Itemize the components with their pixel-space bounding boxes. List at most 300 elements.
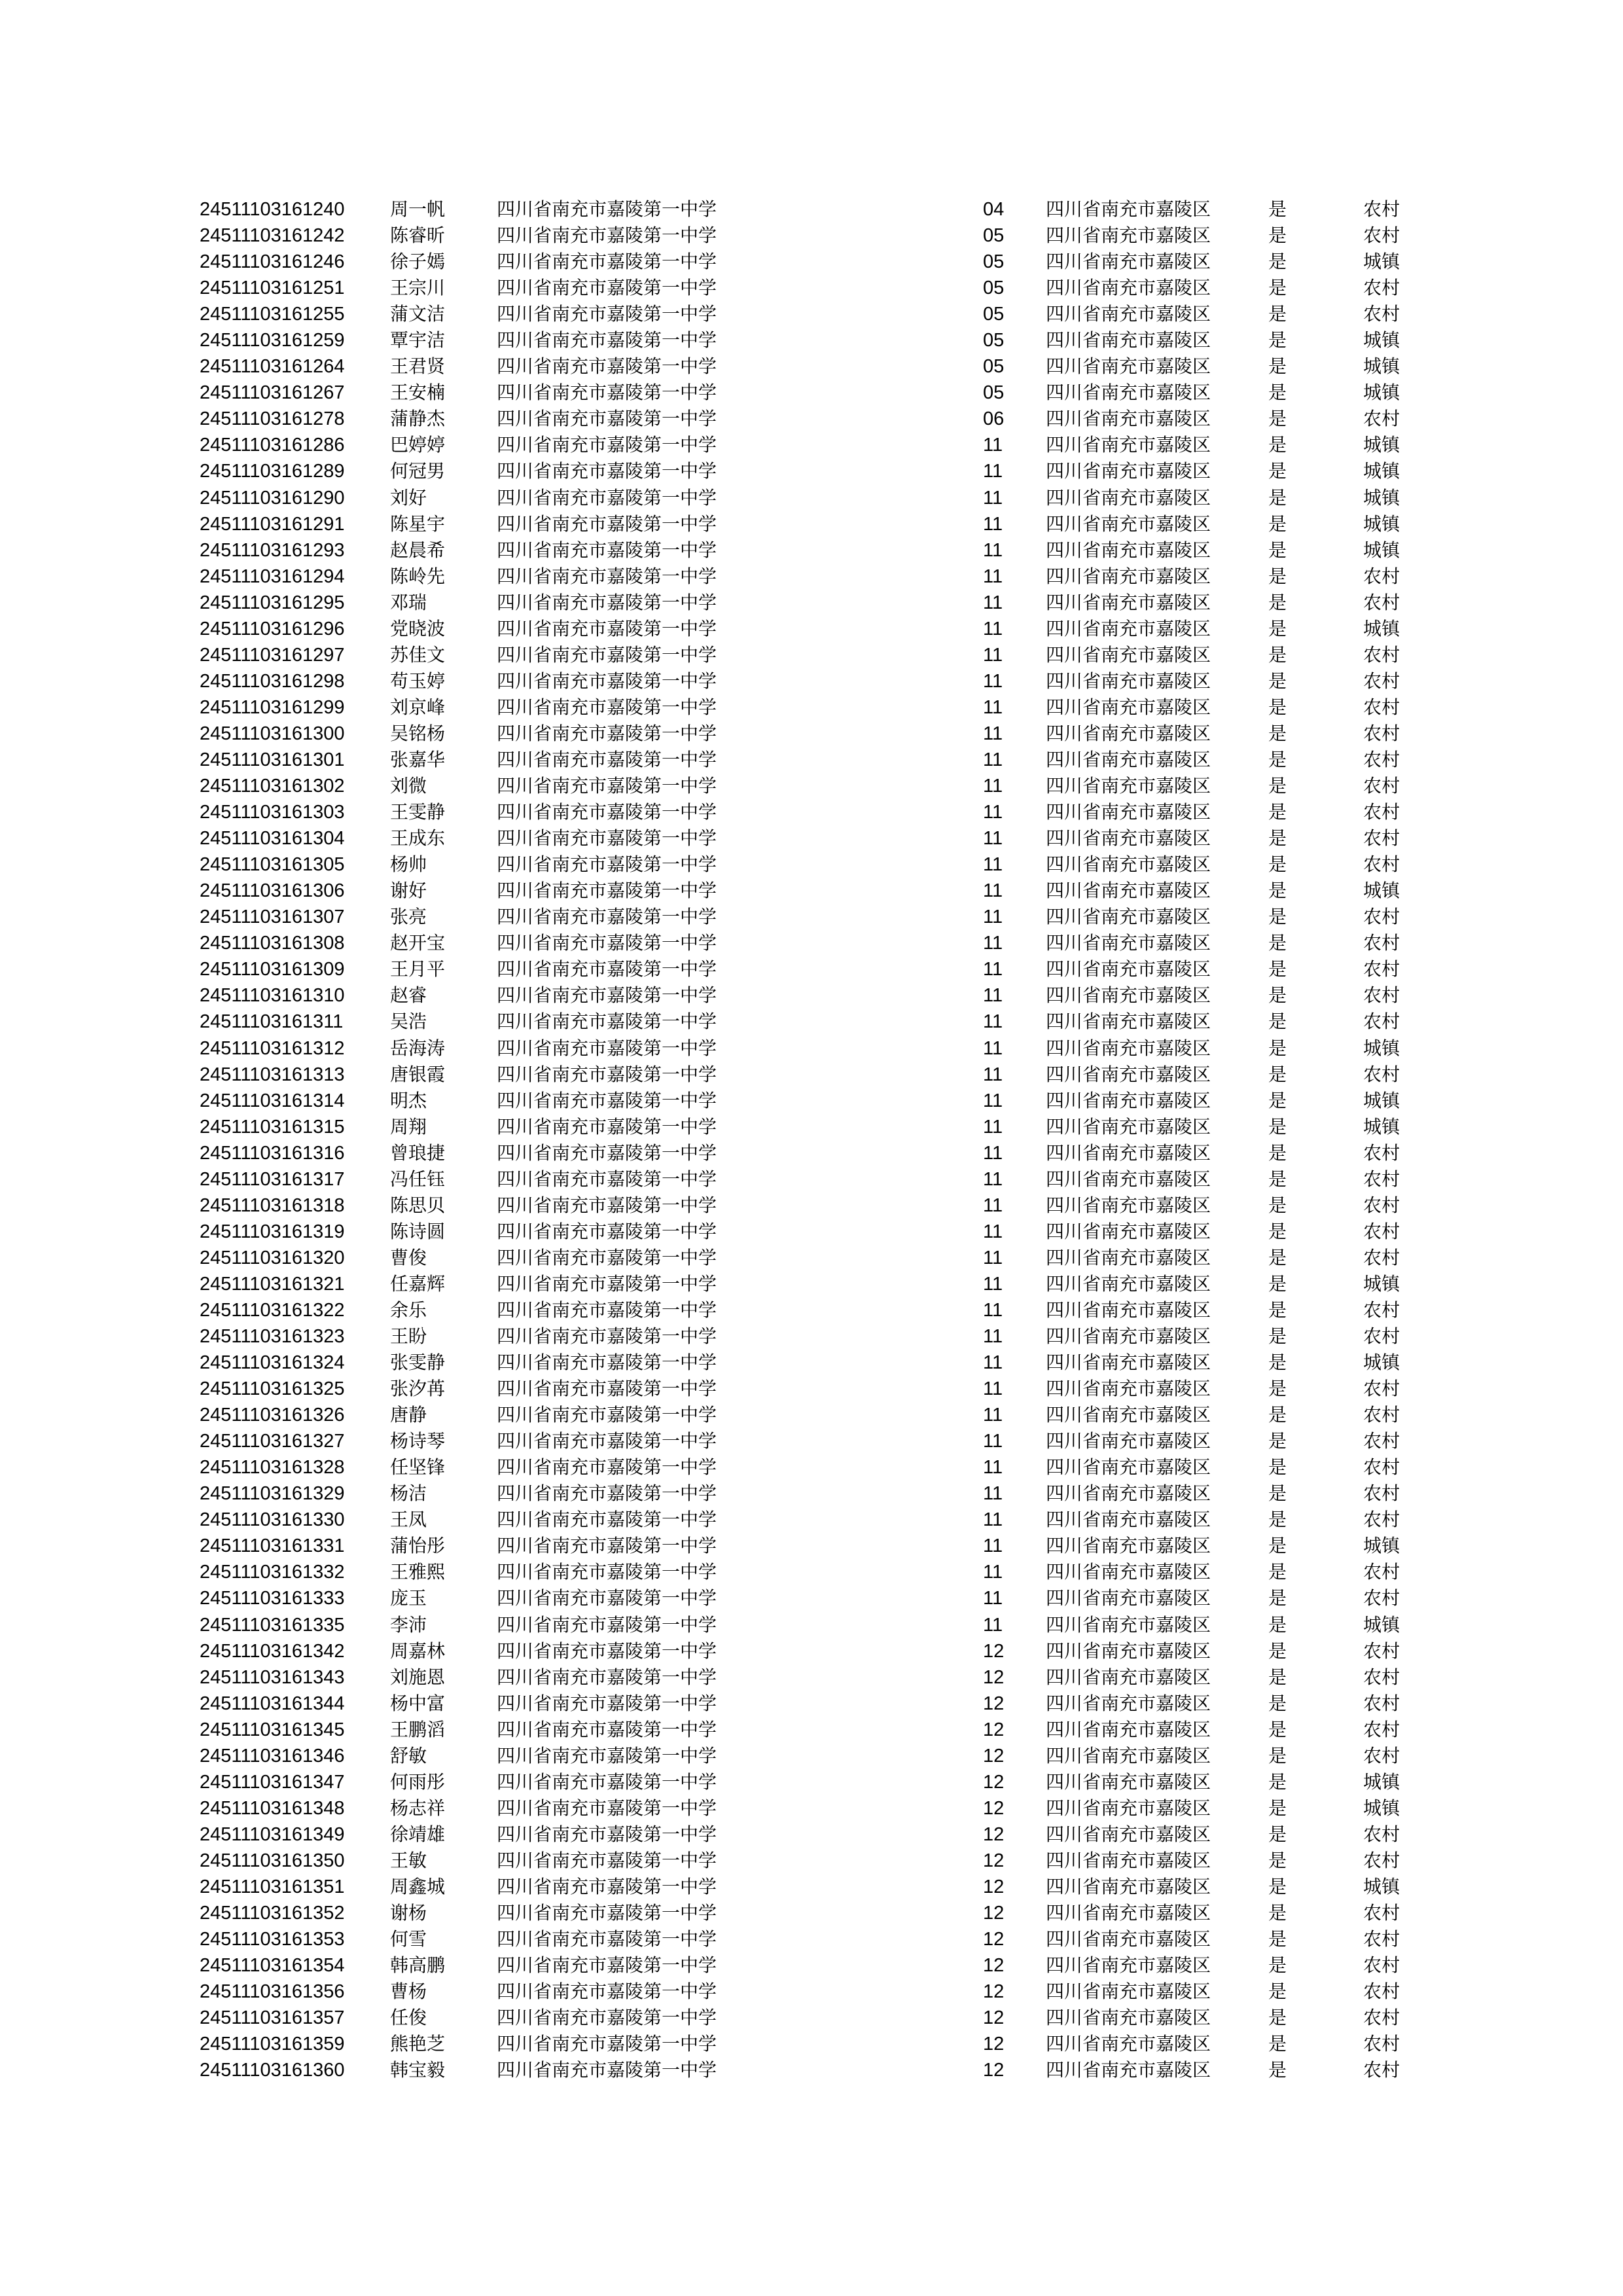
student-name-cell: 唐静 [390,1404,427,1426]
class-cell: 11 [983,1247,1003,1268]
area-type-cell: 农村 [1363,1220,1400,1242]
region-cell: 四川省南充市嘉陵区 [1046,643,1211,666]
region-cell: 四川省南充市嘉陵区 [1046,329,1211,351]
table-row [0,1743,1623,1769]
student-id-cell: 24511103161345 [200,1719,345,1740]
area-type-cell: 城镇 [1363,1115,1400,1138]
region-cell: 四川省南充市嘉陵区 [1046,1587,1211,1609]
flag-cell: 是 [1268,1640,1287,1662]
school-cell: 四川省南充市嘉陵第一中学 [497,722,717,744]
area-type-cell: 农村 [1363,906,1400,928]
class-cell: 11 [983,1431,1003,1452]
school-cell: 四川省南充市嘉陵第一中学 [497,434,717,456]
class-cell: 11 [983,1457,1003,1479]
flag-cell: 是 [1268,2007,1287,2029]
student-id-cell: 24511103161356 [200,1981,345,2003]
region-cell: 四川省南充市嘉陵区 [1046,1299,1211,1321]
student-id-cell: 24511103161264 [200,356,345,378]
table-row [0,1533,1623,1559]
school-cell: 四川省南充市嘉陵第一中学 [497,1141,717,1164]
class-cell: 11 [983,749,1003,770]
table-row [0,406,1623,432]
class-cell: 12 [983,2034,1005,2055]
student-id-cell: 24511103161328 [200,1457,345,1479]
area-type-cell: 农村 [1363,1744,1400,1767]
table-row [0,1795,1623,1821]
class-cell: 11 [983,1378,1003,1400]
flag-cell: 是 [1268,1352,1287,1374]
flag-cell: 是 [1268,1168,1287,1190]
student-id-cell: 24511103161323 [200,1326,345,1348]
table-row [0,904,1623,930]
student-id-cell: 24511103161251 [200,278,345,299]
school-cell: 四川省南充市嘉陵第一中学 [497,853,717,876]
region-cell: 四川省南充市嘉陵区 [1046,1272,1211,1295]
table-row [0,1691,1623,1717]
school-cell: 四川省南充市嘉陵第一中学 [497,801,717,823]
class-cell: 12 [983,1876,1005,1897]
flag-cell: 是 [1268,748,1287,770]
table-row [0,1193,1623,1219]
flag-cell: 是 [1268,1141,1287,1164]
table-row [0,301,1623,327]
student-name-cell: 周一帆 [390,198,446,220]
area-type-cell: 农村 [1363,958,1400,980]
flag-cell: 是 [1268,512,1287,535]
table-row [0,1821,1623,1848]
student-name-cell: 邓瑞 [390,591,427,613]
area-type-cell: 农村 [1363,2059,1400,2081]
student-id-cell: 24511103161267 [200,382,345,404]
school-cell: 四川省南充市嘉陵第一中学 [497,1718,717,1740]
student-id-cell: 24511103161318 [200,1194,345,1216]
student-name-cell: 王雯静 [390,801,446,823]
flag-cell: 是 [1268,565,1287,587]
table-row [0,2057,1623,2083]
flag-cell: 是 [1268,1115,1287,1138]
area-type-cell: 农村 [1363,1482,1400,1505]
school-cell: 四川省南充市嘉陵第一中学 [497,1037,717,1059]
class-cell: 12 [983,1666,1005,1688]
flag-cell: 是 [1268,617,1287,639]
student-id-cell: 24511103161321 [200,1273,345,1295]
class-cell: 12 [983,1745,1005,1767]
student-id-cell: 24511103161344 [200,1693,345,1714]
area-type-cell: 农村 [1363,1456,1400,1479]
flag-cell: 是 [1268,1692,1287,1714]
student-id-cell: 24511103161348 [200,1797,345,1819]
area-type-cell: 农村 [1363,801,1400,823]
class-cell: 05 [983,225,1005,247]
student-name-cell: 张嘉华 [390,748,446,770]
flag-cell: 是 [1268,460,1287,482]
region-cell: 四川省南充市嘉陵区 [1046,617,1211,639]
region-cell: 四川省南充市嘉陵区 [1046,827,1211,850]
table-row [0,1874,1623,1900]
table-row [0,616,1623,642]
region-cell: 四川省南充市嘉陵区 [1046,591,1211,613]
student-name-cell: 巴婷婷 [390,434,446,456]
student-name-cell: 何雨彤 [390,1770,446,1793]
area-type-cell: 农村 [1363,1194,1400,1216]
flag-cell: 是 [1268,722,1287,744]
class-cell: 11 [983,1562,1003,1583]
flag-cell: 是 [1268,1299,1287,1321]
student-id-cell: 24511103161316 [200,1142,345,1164]
student-name-cell: 张亮 [390,906,427,928]
table-row [0,1088,1623,1114]
region-cell: 四川省南充市嘉陵区 [1046,1770,1211,1793]
table-row [0,590,1623,616]
student-id-cell: 24511103161311 [200,1011,344,1033]
student-id-cell: 24511103161291 [200,513,345,535]
student-id-cell: 24511103161325 [200,1378,345,1400]
student-id-cell: 24511103161326 [200,1405,345,1426]
school-cell: 四川省南充市嘉陵第一中学 [497,1456,717,1479]
area-type-cell: 农村 [1363,408,1400,430]
area-type-cell: 农村 [1363,1849,1400,1871]
class-cell: 11 [983,1168,1003,1190]
student-id-cell: 24511103161312 [200,1037,345,1059]
student-id-cell: 24511103161350 [200,1850,345,1871]
student-id-cell: 24511103161351 [200,1876,345,1897]
region-cell: 四川省南充市嘉陵区 [1046,801,1211,823]
student-name-cell: 任坚锋 [390,1456,446,1479]
school-cell: 四川省南充市嘉陵第一中学 [497,2059,717,2081]
flag-cell: 是 [1268,1430,1287,1452]
school-cell: 四川省南充市嘉陵第一中学 [497,382,717,404]
region-cell: 四川省南充市嘉陵区 [1046,932,1211,954]
student-id-cell: 24511103161343 [200,1666,345,1688]
class-cell: 11 [983,854,1003,876]
flag-cell: 是 [1268,539,1287,561]
area-type-cell: 农村 [1363,303,1400,325]
table-row [0,825,1623,852]
student-name-cell: 赵开宝 [390,932,446,954]
flag-cell: 是 [1268,1063,1287,1085]
region-cell: 四川省南充市嘉陵区 [1046,1482,1211,1505]
region-cell: 四川省南充市嘉陵区 [1046,1954,1211,1977]
area-type-cell: 农村 [1363,1981,1400,2003]
school-cell: 四川省南充市嘉陵第一中学 [497,1770,717,1793]
student-id-cell: 24511103161303 [200,802,345,823]
table-row [0,1271,1623,1297]
school-cell: 四川省南充市嘉陵第一中学 [497,1954,717,1977]
class-cell: 11 [983,906,1003,928]
table-row [0,249,1623,275]
flag-cell: 是 [1268,434,1287,456]
table-row [0,1323,1623,1350]
flag-cell: 是 [1268,670,1287,692]
student-id-cell: 24511103161293 [200,539,345,561]
area-type-cell: 农村 [1363,748,1400,770]
table-row [0,1350,1623,1376]
table-row [0,327,1623,353]
student-name-cell: 杨志祥 [390,1797,446,1819]
region-cell: 四川省南充市嘉陵区 [1046,1246,1211,1268]
flag-cell: 是 [1268,1902,1287,1924]
table-row [0,485,1623,511]
class-cell: 11 [983,565,1003,587]
class-cell: 06 [983,408,1005,430]
class-cell: 11 [983,828,1003,850]
class-cell: 05 [983,278,1005,299]
flag-cell: 是 [1268,1246,1287,1268]
student-name-cell: 蒲怡彤 [390,1535,446,1557]
region-cell: 四川省南充市嘉陵区 [1046,670,1211,692]
table-row [0,773,1623,799]
region-cell: 四川省南充市嘉陵区 [1046,1378,1211,1400]
table-row [0,668,1623,694]
flag-cell: 是 [1268,1220,1287,1242]
area-type-cell: 城镇 [1363,382,1400,404]
student-name-cell: 陈星宇 [390,512,446,535]
class-cell: 11 [983,1352,1003,1374]
table-row [0,380,1623,406]
flag-cell: 是 [1268,827,1287,850]
student-id-cell: 24511103161313 [200,1064,345,1085]
student-id-cell: 24511103161289 [200,461,345,482]
area-type-cell: 农村 [1363,775,1400,797]
area-type-cell: 农村 [1363,1666,1400,1688]
region-cell: 四川省南充市嘉陵区 [1046,1640,1211,1662]
region-cell: 四川省南充市嘉陵区 [1046,1744,1211,1767]
student-id-cell: 24511103161297 [200,644,345,666]
class-cell: 05 [983,356,1005,378]
area-type-cell: 农村 [1363,1168,1400,1190]
student-name-cell: 党晓波 [390,617,446,639]
table-row [0,747,1623,773]
region-cell: 四川省南充市嘉陵区 [1046,906,1211,928]
school-cell: 四川省南充市嘉陵第一中学 [497,1089,717,1111]
table-row [0,1952,1623,1979]
area-type-cell: 农村 [1363,1011,1400,1033]
student-name-cell: 舒敏 [390,1744,427,1767]
flag-cell: 是 [1268,1482,1287,1505]
region-cell: 四川省南充市嘉陵区 [1046,1194,1211,1216]
class-cell: 12 [983,1955,1005,1977]
student-id-cell: 24511103161335 [200,1614,345,1636]
school-cell: 四川省南充市嘉陵第一中学 [497,2007,717,2029]
flag-cell: 是 [1268,1770,1287,1793]
area-type-cell: 城镇 [1363,1352,1400,1374]
region-cell: 四川省南充市嘉陵区 [1046,1561,1211,1583]
student-id-cell: 24511103161317 [200,1168,345,1190]
student-name-cell: 杨诗琴 [390,1430,446,1452]
region-cell: 四川省南充市嘉陵区 [1046,1089,1211,1111]
flag-cell: 是 [1268,1823,1287,1845]
flag-cell: 是 [1268,2059,1287,2081]
area-type-cell: 农村 [1363,1325,1400,1348]
class-cell: 11 [983,618,1003,639]
region-cell: 四川省南充市嘉陵区 [1046,1928,1211,1950]
table-row [0,1612,1623,1638]
area-type-cell: 城镇 [1363,460,1400,482]
area-type-cell: 农村 [1363,827,1400,850]
region-cell: 四川省南充市嘉陵区 [1046,355,1211,378]
school-cell: 四川省南充市嘉陵第一中学 [497,303,717,325]
area-type-cell: 城镇 [1363,1876,1400,1897]
flag-cell: 是 [1268,906,1287,928]
area-type-cell: 农村 [1363,1587,1400,1609]
student-name-cell: 苏佳文 [390,643,446,666]
class-cell: 11 [983,1588,1003,1609]
student-name-cell: 陈岭先 [390,565,446,587]
table-row [0,1114,1623,1140]
flag-cell: 是 [1268,1509,1287,1531]
region-cell: 四川省南充市嘉陵区 [1046,1430,1211,1452]
class-cell: 11 [983,802,1003,823]
student-name-cell: 徐靖雄 [390,1823,446,1845]
region-cell: 四川省南充市嘉陵区 [1046,224,1211,247]
student-id-cell: 24511103161290 [200,487,345,509]
flag-cell: 是 [1268,932,1287,954]
area-type-cell: 农村 [1363,670,1400,692]
school-cell: 四川省南充市嘉陵第一中学 [497,1194,717,1216]
class-cell: 12 [983,1850,1005,1871]
school-cell: 四川省南充市嘉陵第一中学 [497,1272,717,1295]
area-type-cell: 农村 [1363,1141,1400,1164]
student-id-cell: 24511103161320 [200,1247,345,1268]
flag-cell: 是 [1268,1876,1287,1897]
area-type-cell: 农村 [1363,1299,1400,1321]
area-type-cell: 农村 [1363,932,1400,954]
area-type-cell: 城镇 [1363,486,1400,509]
table-row [0,878,1623,904]
student-id-cell: 24511103161278 [200,408,345,430]
table-row [0,982,1623,1009]
table-row [0,1140,1623,1166]
table-row [0,1245,1623,1271]
student-name-cell: 任嘉辉 [390,1272,446,1295]
school-cell: 四川省南充市嘉陵第一中学 [497,696,717,718]
class-cell: 11 [983,933,1003,954]
area-type-cell: 农村 [1363,224,1400,247]
class-cell: 05 [983,304,1005,325]
class-cell: 12 [983,1719,1005,1740]
student-id-cell: 24511103161308 [200,933,345,954]
school-cell: 四川省南充市嘉陵第一中学 [497,748,717,770]
student-name-cell: 明杰 [390,1089,427,1111]
region-cell: 四川省南充市嘉陵区 [1046,1115,1211,1138]
area-type-cell: 城镇 [1363,1089,1400,1111]
class-cell: 11 [983,513,1003,535]
student-id-cell: 24511103161298 [200,670,345,692]
flag-cell: 是 [1268,198,1287,220]
flag-cell: 是 [1268,1666,1287,1688]
school-cell: 四川省南充市嘉陵第一中学 [497,617,717,639]
school-cell: 四川省南充市嘉陵第一中学 [497,1823,717,1845]
area-type-cell: 农村 [1363,722,1400,744]
flag-cell: 是 [1268,984,1287,1007]
student-name-cell: 杨洁 [390,1482,427,1505]
region-cell: 四川省南充市嘉陵区 [1046,880,1211,902]
region-cell: 四川省南充市嘉陵区 [1046,1718,1211,1740]
school-cell: 四川省南充市嘉陵第一中学 [497,512,717,535]
flag-cell: 是 [1268,1718,1287,1740]
table-row [0,1900,1623,1926]
class-cell: 11 [983,1037,1003,1059]
school-cell: 四川省南充市嘉陵第一中学 [497,565,717,587]
school-cell: 四川省南充市嘉陵第一中学 [497,224,717,247]
student-id-cell: 24511103161349 [200,1823,345,1845]
school-cell: 四川省南充市嘉陵第一中学 [497,1325,717,1348]
class-cell: 11 [983,1509,1003,1531]
class-cell: 05 [983,251,1005,273]
student-name-cell: 曹杨 [390,1981,427,2003]
student-name-cell: 苟玉婷 [390,670,446,692]
school-cell: 四川省南充市嘉陵第一中学 [497,408,717,430]
area-type-cell: 农村 [1363,1954,1400,1977]
region-cell: 四川省南充市嘉陵区 [1046,1797,1211,1819]
student-id-cell: 24511103161331 [200,1535,345,1557]
table-row [0,1297,1623,1323]
flag-cell: 是 [1268,1849,1287,1871]
student-name-cell: 王宗川 [390,277,446,299]
student-name-cell: 刘微 [390,775,427,797]
class-cell: 11 [983,959,1003,980]
region-cell: 四川省南充市嘉陵区 [1046,303,1211,325]
student-id-cell: 24511103161333 [200,1588,345,1609]
table-row [0,1035,1623,1062]
student-name-cell: 唐银霞 [390,1063,446,1085]
student-id-cell: 24511103161359 [200,2034,345,2055]
school-cell: 四川省南充市嘉陵第一中学 [497,643,717,666]
flag-cell: 是 [1268,2033,1287,2055]
region-cell: 四川省南充市嘉陵区 [1046,486,1211,509]
region-cell: 四川省南充市嘉陵区 [1046,1509,1211,1531]
region-cell: 四川省南充市嘉陵区 [1046,434,1211,456]
region-cell: 四川省南充市嘉陵区 [1046,251,1211,273]
student-list-table [0,196,1623,2083]
area-type-cell: 城镇 [1363,1272,1400,1295]
class-cell: 11 [983,670,1003,692]
student-name-cell: 刘好 [390,486,427,509]
area-type-cell: 城镇 [1363,1037,1400,1059]
area-type-cell: 农村 [1363,643,1400,666]
class-cell: 11 [983,1142,1003,1164]
area-type-cell: 农村 [1363,198,1400,220]
school-cell: 四川省南充市嘉陵第一中学 [497,1876,717,1897]
region-cell: 四川省南充市嘉陵区 [1046,408,1211,430]
class-cell: 11 [983,880,1003,902]
region-cell: 四川省南充市嘉陵区 [1046,1011,1211,1033]
region-cell: 四川省南充市嘉陵区 [1046,460,1211,482]
flag-cell: 是 [1268,1744,1287,1767]
student-name-cell: 陈诗圆 [390,1220,446,1242]
class-cell: 11 [983,1090,1003,1111]
flag-cell: 是 [1268,1011,1287,1033]
school-cell: 四川省南充市嘉陵第一中学 [497,2033,717,2055]
student-id-cell: 24511103161354 [200,1955,345,1977]
flag-cell: 是 [1268,1089,1287,1111]
area-type-cell: 农村 [1363,2007,1400,2029]
school-cell: 四川省南充市嘉陵第一中学 [497,355,717,378]
student-name-cell: 王雅熙 [390,1561,446,1583]
student-id-cell: 24511103161305 [200,854,345,876]
student-name-cell: 张汐苒 [390,1378,446,1400]
school-cell: 四川省南充市嘉陵第一中学 [497,486,717,509]
flag-cell: 是 [1268,1535,1287,1557]
student-id-cell: 24511103161304 [200,828,345,850]
class-cell: 11 [983,539,1003,561]
student-id-cell: 24511103161332 [200,1562,345,1583]
class-cell: 11 [983,1483,1003,1505]
class-cell: 12 [983,1640,1005,1662]
table-row [0,537,1623,564]
table-row [0,432,1623,458]
school-cell: 四川省南充市嘉陵第一中学 [497,460,717,482]
